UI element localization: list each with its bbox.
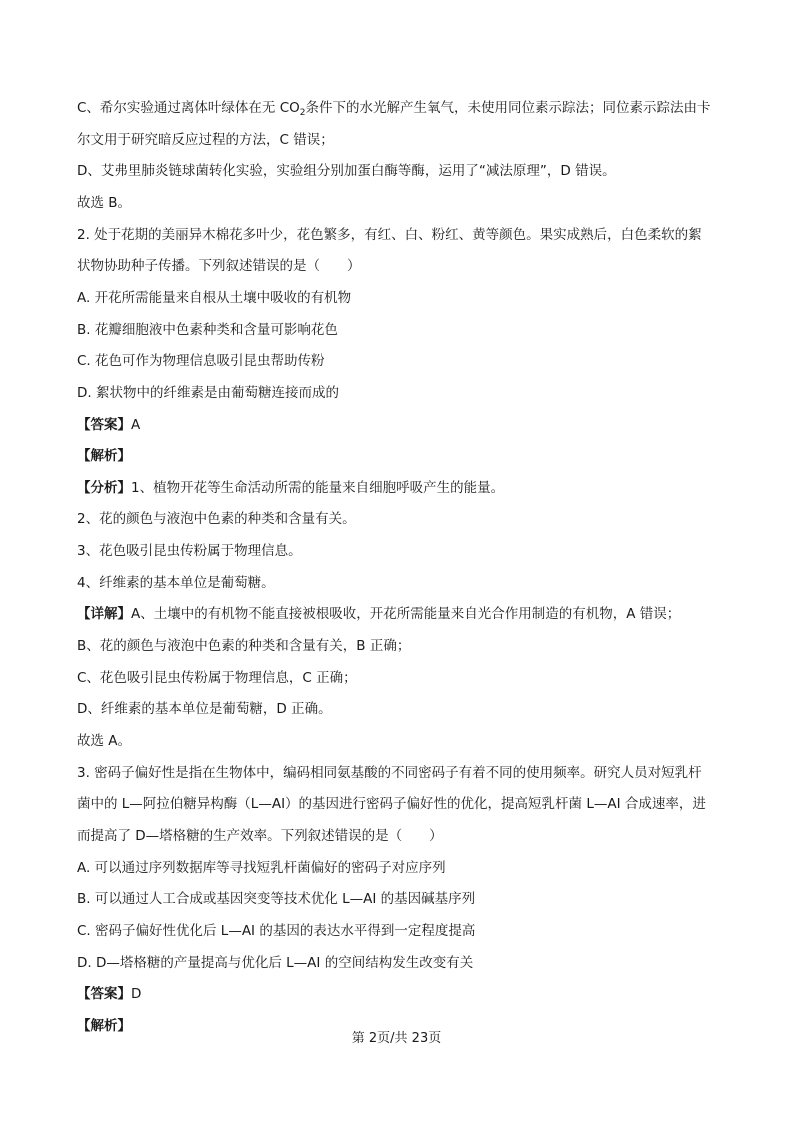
section-tag: 【解析】 <box>77 1017 131 1034</box>
text-line <box>77 446 733 466</box>
section-tag: 【解析】 <box>77 448 131 465</box>
text-line: D. 絮状物中的纤维素是由葡萄糖连接而成的 <box>77 384 339 401</box>
text-line: A. 可以通过序列数据库等寻找短乳杆菌偏好的密码子对应序列 <box>77 859 446 876</box>
text-line: 4、纤维素的基本单位是葡萄糖。 <box>77 574 275 591</box>
text-line: B. 花瓣细胞液中色素种类和含量可影响花色 <box>77 321 338 338</box>
text-line <box>77 98 733 118</box>
text-line: 3. 密码子偏好性是指在生物体中，编码相同氨基酸的不同密码子有着不同的使用频率。研究人员对短乳杆 <box>77 764 702 781</box>
subscript: 2 <box>299 108 306 118</box>
text-line: C. 密码子偏好性优化后 L—AI 的基因的表达水平得到一定程度提高 <box>77 922 476 939</box>
text-line <box>77 984 733 1004</box>
section-tag: 【分析】 <box>77 479 131 496</box>
text-line: B、花的颜色与液泡中色素的种类和含量有关，B 正确； <box>77 638 411 655</box>
text-line: 尔文用于研究暗反应过程的方法，C 错误； <box>77 131 334 148</box>
text-line: A. 开花所需能量来自根从土壤中吸收的有机物 <box>77 289 352 306</box>
text-line: D. D—塔格糖的产量提高与优化后 L—AI 的空间结构发生改变有关 <box>77 954 474 971</box>
text-span: D <box>131 986 142 1003</box>
text-span: 1、植物开花等生命活动所需的能量来自细胞呼吸产生的能量。 <box>131 479 505 496</box>
text-line: D、艾弗里肺炎链球菌转化实验，实验组分别加蛋白酶等酶，运用了“减法原理”，D 错误。 <box>77 163 616 180</box>
text-line <box>77 478 733 498</box>
section-tag: 【答案】 <box>77 416 131 433</box>
text-line: 故选 B。 <box>77 194 132 211</box>
text-span: A、土壤中的有机物不能直接被根吸收，开花所需能量来自光合作用制造的有机物，A 错误； <box>131 606 681 623</box>
text-line: D、纤维素的基本单位是葡萄糖，D 正确。 <box>77 701 332 718</box>
text-line <box>77 415 733 435</box>
page-number: 第 2页/共 23页 <box>351 1031 442 1046</box>
section-tag: 【答案】 <box>77 986 131 1003</box>
text-span: C、希尔实验通过离体叶绿体在无 CO <box>77 100 300 116</box>
text-line: 2. 处于花期的美丽异木棉花多叶少，花色繁多，有红、白、粉红、黄等颜色。果实成熟后，白色柔软的絮 <box>77 226 702 243</box>
text-span: A <box>131 416 141 433</box>
section-tag: 【详解】 <box>77 606 131 623</box>
text-line: C、花色吸引昆虫传粉属于物理信息，C 正确； <box>77 669 357 686</box>
text-line: 故选 A。 <box>77 733 132 749</box>
text-span: 条件下的水光解产生氧气，未使用同位素示踪法；同位素示踪法由卡 <box>305 100 711 116</box>
text-line: 而提高了 D—塔格糖的生产效率。下列叙述错误的是（ ） <box>77 827 443 844</box>
text-line: 2、花的颜色与液泡中色素的种类和含量有关。 <box>77 511 356 528</box>
text-line: 3、花色吸引昆虫传粉属于物理信息。 <box>77 543 302 560</box>
text-line: C. 花色可作为物理信息吸引昆虫帮助传粉 <box>77 353 325 370</box>
text-line: B. 可以通过人工合成或基因突变等技术优化 L—AI 的基因碱基序列 <box>77 891 476 908</box>
text-line: 状物协助种子传播。下列叙述错误的是（ ） <box>77 258 361 275</box>
text-line <box>77 604 733 624</box>
text-line: 菌中的 L—阿拉伯糖异构酶（L—AI）的基因进行密码子偏好性的优化，提高短乳杆菌 L—AI 合成速率，进 <box>77 796 706 813</box>
